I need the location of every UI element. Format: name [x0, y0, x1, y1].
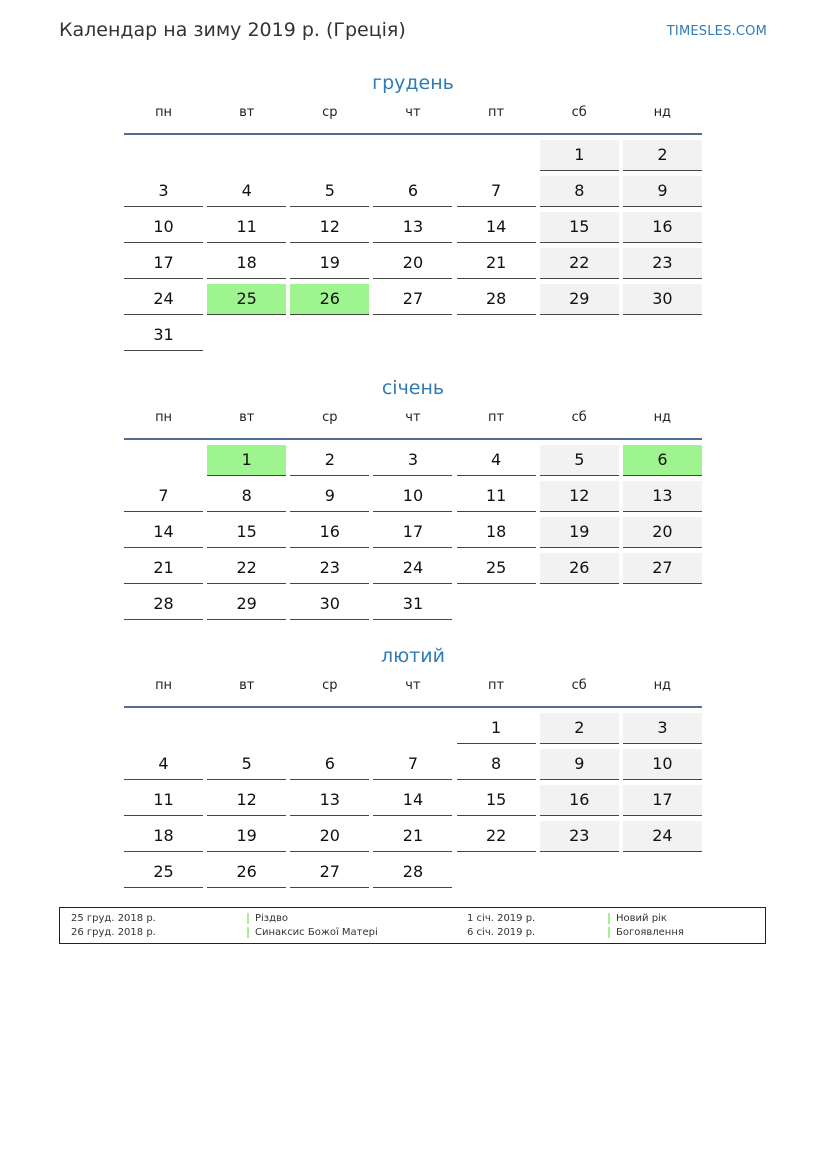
day-cell: 4 [207, 176, 286, 207]
empty-cell [290, 140, 369, 171]
day-cell: 6 [290, 749, 369, 780]
weekday-label: чт [405, 410, 421, 425]
page-title: Календар на зиму 2019 р. (Греція) [59, 19, 406, 41]
day-cell: 15 [207, 517, 286, 548]
day-cell: 20 [373, 248, 452, 279]
day-cell: 10 [373, 481, 452, 512]
day-cell: 12 [290, 212, 369, 243]
weekday-label: пт [488, 105, 505, 120]
day-cell: 7 [457, 176, 536, 207]
weekend-day-cell: 22 [540, 248, 619, 279]
weekend-day-cell: 16 [540, 785, 619, 816]
weekend-day-cell: 23 [623, 248, 702, 279]
site-link[interactable]: TIMESLES.COM [666, 24, 767, 39]
day-cell: 18 [207, 248, 286, 279]
day-cell: 4 [457, 445, 536, 476]
weekend-day-cell: 29 [540, 284, 619, 315]
weekday-label: нд [653, 105, 672, 120]
weekend-day-cell: 1 [540, 140, 619, 171]
day-cell: 13 [290, 785, 369, 816]
weekday-label: вт [239, 678, 255, 693]
weekday-label: сб [571, 410, 587, 425]
legend-holiday-name: Синаксис Божої Матері [255, 927, 378, 938]
weekend-day-cell: 27 [623, 553, 702, 584]
month-calendar [122, 375, 704, 620]
weekend-day-cell: 19 [540, 517, 619, 548]
weekday-label: ср [322, 678, 338, 693]
month-name: грудень [372, 72, 454, 94]
day-cell: 11 [124, 785, 203, 816]
day-cell: 26 [207, 857, 286, 888]
day-cell: 21 [124, 553, 203, 584]
header-rule [124, 706, 702, 708]
weekend-day-cell: 16 [623, 212, 702, 243]
day-cell: 22 [207, 553, 286, 584]
day-cell: 7 [373, 749, 452, 780]
day-cell: 2 [290, 445, 369, 476]
day-cell: 21 [457, 248, 536, 279]
day-cell: 29 [207, 589, 286, 620]
day-cell: 14 [124, 517, 203, 548]
weekend-day-cell: 9 [540, 749, 619, 780]
day-cell: 27 [373, 284, 452, 315]
day-cell: 31 [373, 589, 452, 620]
empty-cell [124, 713, 203, 744]
weekday-label: вт [239, 410, 255, 425]
weekday-label: нд [653, 410, 672, 425]
day-cell: 19 [207, 821, 286, 852]
legend-date: 25 груд. 2018 р. [71, 913, 156, 924]
legend-holiday-name: Різдво [255, 913, 289, 924]
weekend-day-cell: 24 [623, 821, 702, 852]
holiday-marker [608, 927, 610, 938]
weekend-day-cell: 5 [540, 445, 619, 476]
day-cell: 24 [373, 553, 452, 584]
legend-holiday-name: Богоявлення [616, 927, 684, 938]
day-cell: 22 [457, 821, 536, 852]
month-calendar [122, 643, 704, 888]
holiday-day-cell: 25 [207, 284, 286, 315]
day-cell: 25 [457, 553, 536, 584]
day-cell: 14 [373, 785, 452, 816]
day-cell: 15 [457, 785, 536, 816]
weekday-label: чт [405, 678, 421, 693]
day-cell: 3 [124, 176, 203, 207]
empty-cell [124, 445, 203, 476]
day-cell: 4 [124, 749, 203, 780]
day-cell: 7 [124, 481, 203, 512]
header-rule [124, 438, 702, 440]
day-grid [124, 445, 704, 620]
weekday-label: сб [571, 678, 587, 693]
day-cell: 5 [290, 176, 369, 207]
day-cell: 1 [457, 713, 536, 744]
weekday-label: пн [155, 410, 173, 425]
weekend-day-cell: 26 [540, 553, 619, 584]
weekend-day-cell: 3 [623, 713, 702, 744]
weekday-label: пн [155, 678, 173, 693]
weekend-day-cell: 17 [623, 785, 702, 816]
day-cell: 21 [373, 821, 452, 852]
weekday-label: пт [488, 678, 505, 693]
day-cell: 16 [290, 517, 369, 548]
weekend-day-cell: 15 [540, 212, 619, 243]
holiday-marker [608, 913, 610, 924]
day-cell: 12 [207, 785, 286, 816]
day-cell: 23 [290, 553, 369, 584]
day-cell: 8 [457, 749, 536, 780]
month-calendar [122, 70, 704, 351]
day-cell: 25 [124, 857, 203, 888]
weekend-day-cell: 2 [540, 713, 619, 744]
header-rule [124, 133, 702, 135]
empty-cell [373, 713, 452, 744]
weekday-label: пт [488, 410, 505, 425]
day-cell: 8 [207, 481, 286, 512]
day-grid [124, 140, 704, 351]
day-cell: 20 [290, 821, 369, 852]
day-cell: 30 [290, 589, 369, 620]
day-cell: 18 [124, 821, 203, 852]
weekend-day-cell: 30 [623, 284, 702, 315]
empty-cell [207, 713, 286, 744]
day-cell: 27 [290, 857, 369, 888]
day-cell: 17 [124, 248, 203, 279]
weekday-header [122, 105, 704, 129]
weekday-header [122, 410, 704, 434]
weekday-label: чт [405, 105, 421, 120]
legend-holiday-name: Новий рік [616, 913, 667, 924]
holiday-day-cell: 26 [290, 284, 369, 315]
weekend-day-cell: 12 [540, 481, 619, 512]
day-cell: 6 [373, 176, 452, 207]
legend-date: 26 груд. 2018 р. [71, 927, 156, 938]
day-grid [124, 713, 704, 888]
day-cell: 5 [207, 749, 286, 780]
weekday-label: ср [322, 410, 338, 425]
holiday-marker [247, 927, 249, 938]
weekend-day-cell: 8 [540, 176, 619, 207]
weekend-day-cell: 13 [623, 481, 702, 512]
holiday-day-cell: 1 [207, 445, 286, 476]
day-cell: 14 [457, 212, 536, 243]
empty-cell [124, 140, 203, 171]
weekday-label: нд [653, 678, 672, 693]
day-cell: 28 [457, 284, 536, 315]
weekday-label: пн [155, 105, 173, 120]
day-cell: 11 [207, 212, 286, 243]
day-cell: 10 [124, 212, 203, 243]
empty-cell [457, 140, 536, 171]
day-cell: 19 [290, 248, 369, 279]
day-cell: 17 [373, 517, 452, 548]
day-cell: 31 [124, 320, 203, 351]
weekday-header [122, 678, 704, 702]
day-cell: 9 [290, 481, 369, 512]
legend-date: 1 січ. 2019 р. [467, 913, 536, 924]
day-cell: 28 [124, 589, 203, 620]
holiday-day-cell: 6 [623, 445, 702, 476]
empty-cell [373, 140, 452, 171]
weekend-day-cell: 2 [623, 140, 702, 171]
weekday-label: сб [571, 105, 587, 120]
legend-date: 6 січ. 2019 р. [467, 927, 536, 938]
weekday-label: ср [322, 105, 338, 120]
day-cell: 28 [373, 857, 452, 888]
month-name: січень [381, 377, 445, 399]
empty-cell [207, 140, 286, 171]
holiday-marker [247, 913, 249, 924]
weekend-day-cell: 20 [623, 517, 702, 548]
day-cell: 3 [373, 445, 452, 476]
weekend-day-cell: 10 [623, 749, 702, 780]
weekend-day-cell: 9 [623, 176, 702, 207]
month-name: лютий [381, 645, 445, 667]
day-cell: 13 [373, 212, 452, 243]
day-cell: 11 [457, 481, 536, 512]
day-cell: 18 [457, 517, 536, 548]
holiday-legend [59, 907, 766, 944]
empty-cell [290, 713, 369, 744]
weekday-label: вт [239, 105, 255, 120]
weekend-day-cell: 23 [540, 821, 619, 852]
day-cell: 24 [124, 284, 203, 315]
